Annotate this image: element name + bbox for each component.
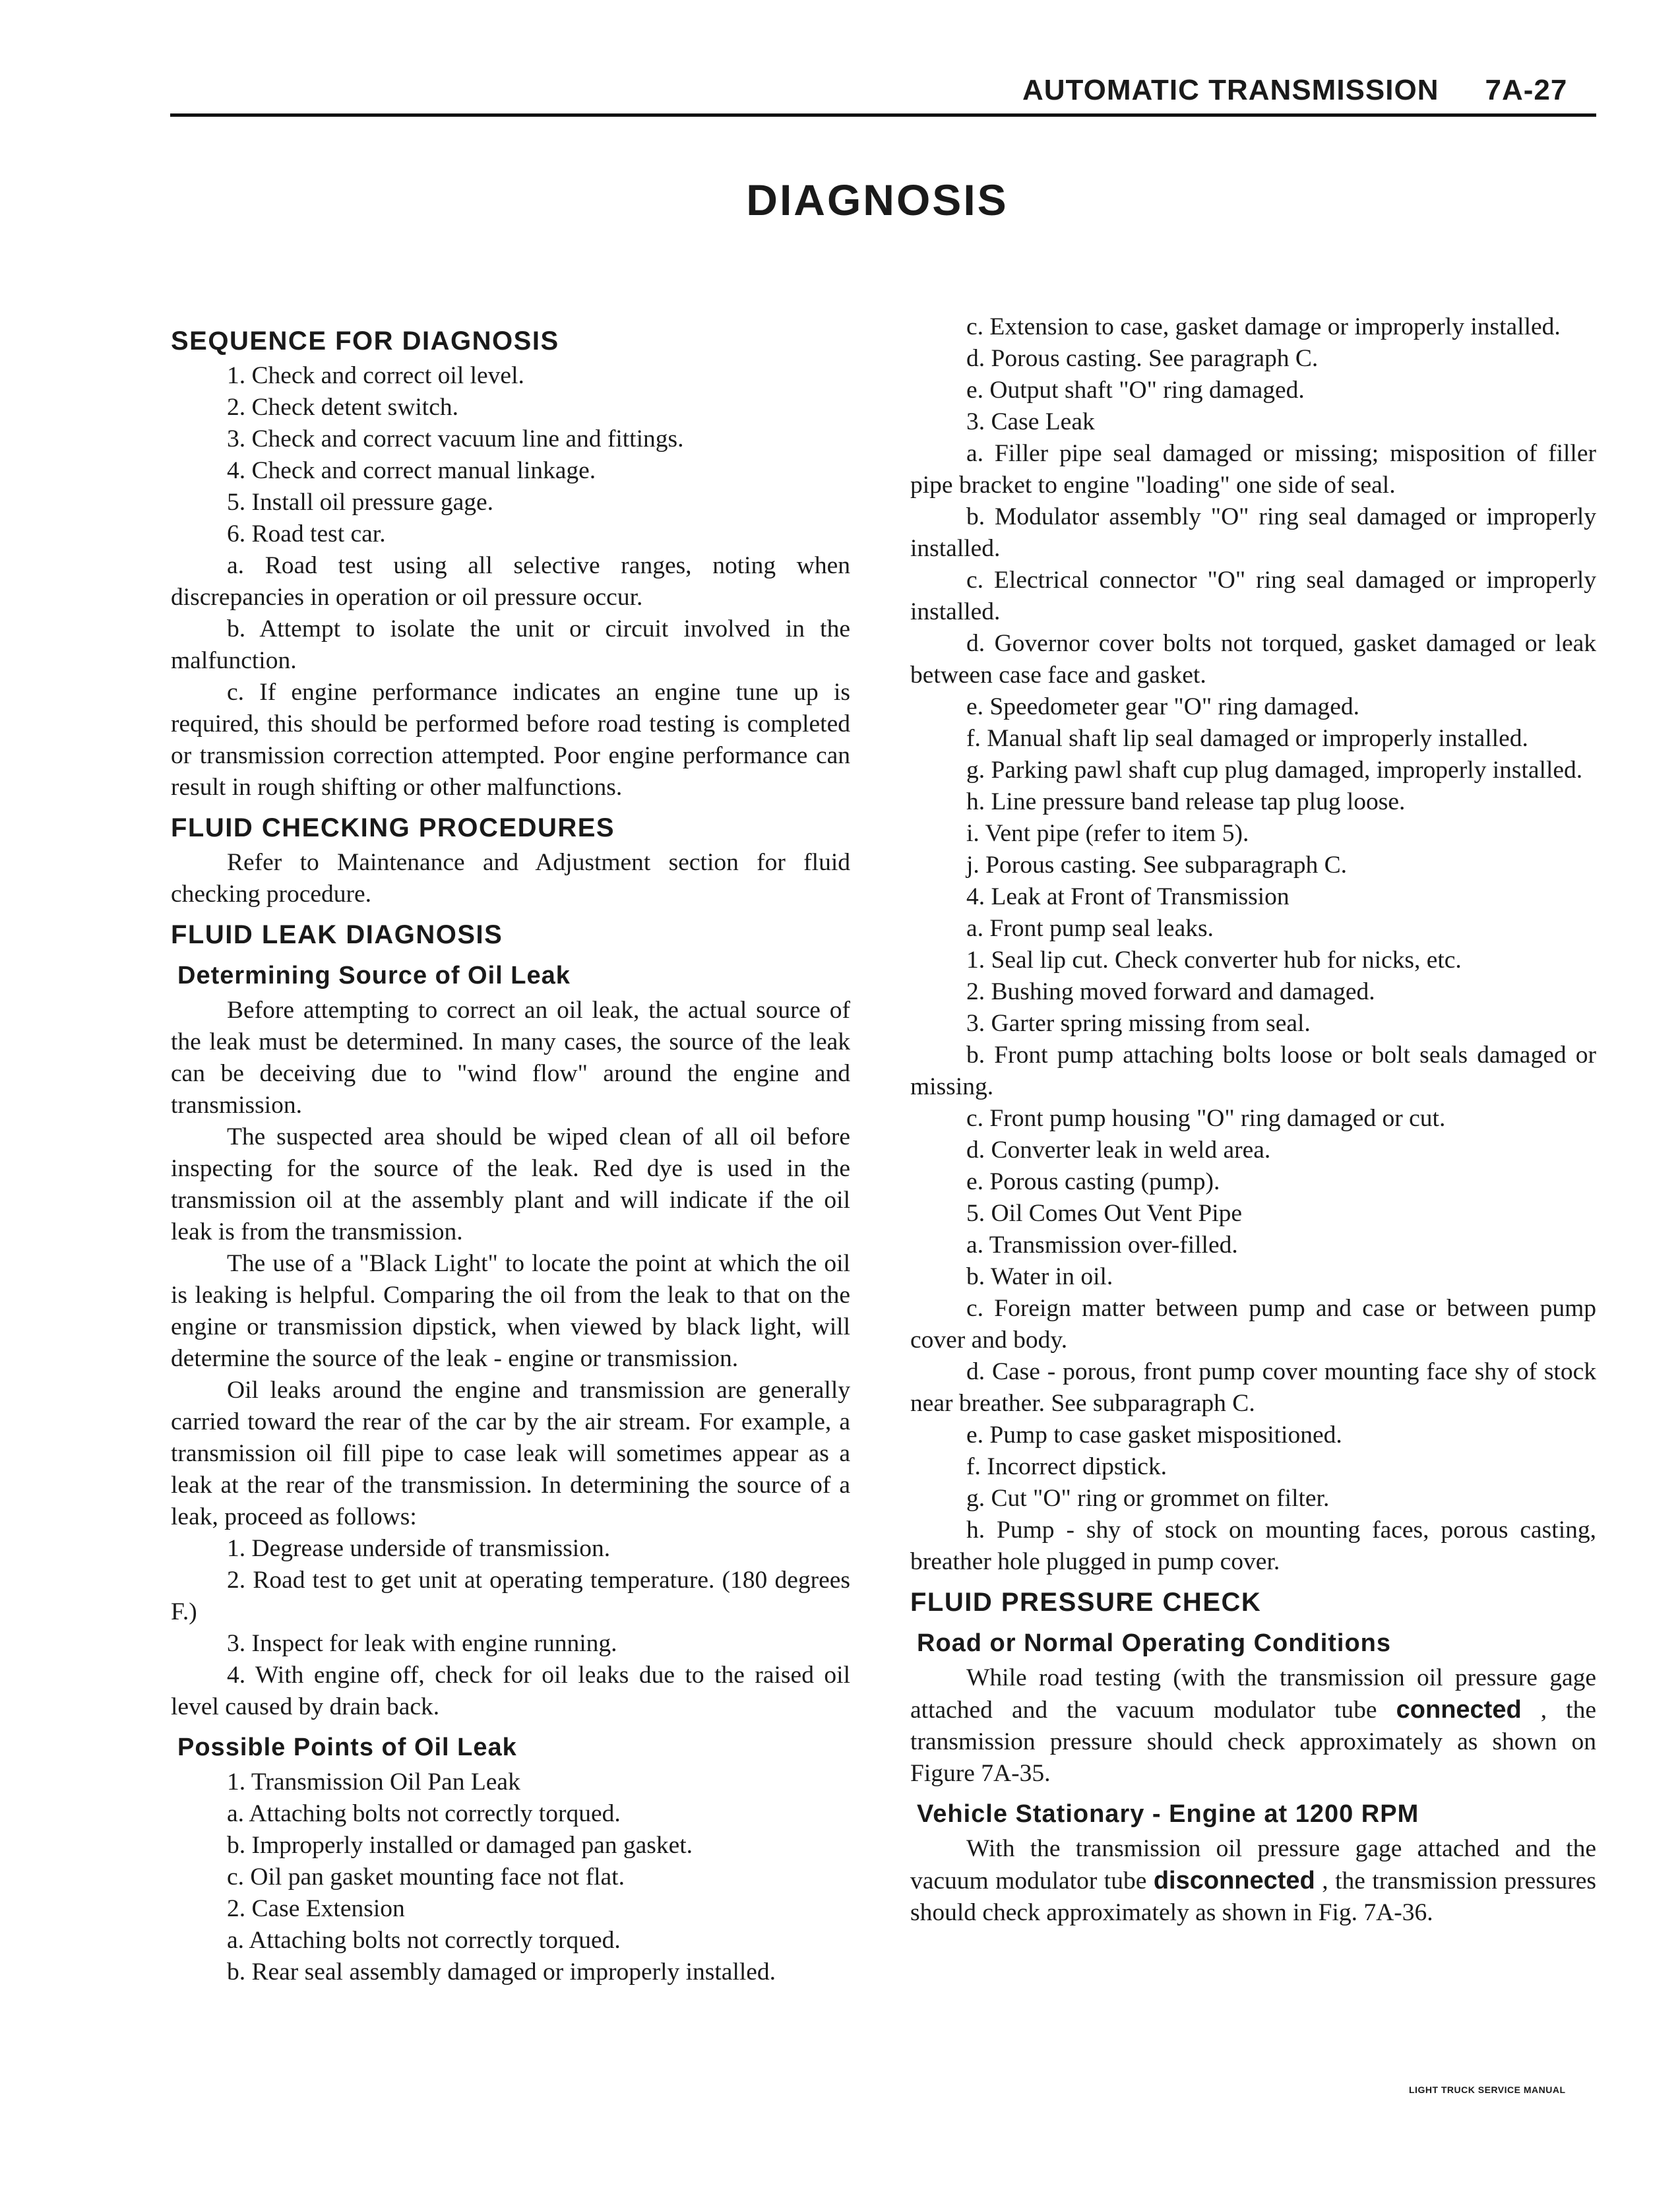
list-item: i. Vent pipe (refer to item 5). bbox=[966, 820, 1249, 847]
emphasis-text: connected bbox=[1396, 1696, 1522, 1724]
list-item: d. Converter leak in weld area. bbox=[966, 1137, 1271, 1164]
subsection-heading: Vehicle Stationary - Engine at 1200 RPM bbox=[917, 1800, 1419, 1828]
paragraph: 1. Degrease underside of transmission. bbox=[227, 1535, 611, 1562]
list-item: 2. Bushing moved forward and damaged. bbox=[966, 978, 1375, 1005]
paragraph: b. Attempt to isolate the unit or circuit involved in the malfunction. bbox=[171, 615, 850, 674]
header-rule bbox=[170, 113, 1596, 117]
paragraph: 3. Inspect for leak with engine running. bbox=[227, 1630, 617, 1657]
list-item: 3. Case Leak bbox=[966, 408, 1095, 435]
paragraph: a. Road test using all selective ranges, noting when discrepancies in operation or oil pressure occur. bbox=[171, 552, 850, 611]
list-item: c. Oil pan gasket mounting face not flat. bbox=[227, 1863, 625, 1891]
list-item: e. Output shaft "O" ring damaged. bbox=[966, 377, 1305, 404]
paragraph: d. Case - porous, front pump cover mounting face shy of stock near breather. See subparagraph C. bbox=[910, 1358, 1596, 1417]
section-heading: SEQUENCE FOR DIAGNOSIS bbox=[171, 327, 559, 356]
list-item: 1. Seal lip cut. Check converter hub for nicks, etc. bbox=[966, 947, 1462, 974]
subsection-heading: Road or Normal Operating Conditions bbox=[917, 1629, 1392, 1657]
paragraph: c. If engine performance indicates an engine tune up is required, this should be performed before road testing is completed or transmission correction attempted. Poor engine performance can result in rough shifting or other malfunctions. bbox=[171, 679, 850, 801]
text-run: While road testing (with the transmission oil pressure gage attached and the vacuum modulator tube bbox=[910, 1664, 1596, 1724]
left-column bbox=[171, 317, 850, 1988]
text-run: , the transmission pressure should check approximately as shown on Figure 7A-35. bbox=[910, 1697, 1596, 1787]
paragraph bbox=[910, 1662, 1596, 1790]
list-item: b. Rear seal assembly damaged or improperly installed. bbox=[227, 1958, 776, 1986]
paragraph: The use of a "Black Light" to locate the point at which the oil is leaking is helpful. Comparing the oil from the leak to that on the engine or transmission dipstick, when viewed by black light, will determine the source of the leak - engine or transmission. bbox=[171, 1250, 850, 1372]
list-item: a. Front pump seal leaks. bbox=[966, 915, 1214, 942]
list-item: 4. Check and correct manual linkage. bbox=[227, 457, 596, 484]
list-item: h. Line pressure band release tap plug loose. bbox=[966, 788, 1406, 815]
paragraph bbox=[910, 1833, 1596, 1929]
list-item: 3. Garter spring missing from seal. bbox=[966, 1010, 1311, 1037]
list-item: 5. Oil Comes Out Vent Pipe bbox=[966, 1200, 1243, 1227]
list-item: j. Porous casting. See subparagraph C. bbox=[966, 852, 1347, 879]
list-item: d. Porous casting. See paragraph C. bbox=[966, 345, 1319, 372]
list-item: e. Pump to case gasket mispositioned. bbox=[966, 1422, 1342, 1449]
list-item: 4. Leak at Front of Transmission bbox=[966, 883, 1290, 910]
list-item: a. Transmission over-filled. bbox=[966, 1232, 1238, 1259]
emphasis-text: disconnected bbox=[1153, 1867, 1315, 1895]
header-section: AUTOMATIC TRANSMISSION bbox=[1022, 74, 1439, 106]
section-heading: FLUID CHECKING PROCEDURES bbox=[171, 813, 615, 842]
paragraph: 4. With engine off, check for oil leaks due to the raised oil level caused by drain back. bbox=[171, 1662, 850, 1720]
subsection-heading: Determining Source of Oil Leak bbox=[177, 962, 571, 989]
list-item: 3. Check and correct vacuum line and fittings. bbox=[227, 425, 684, 453]
list-item: 5. Install oil pressure gage. bbox=[227, 489, 494, 516]
paragraph: d. Governor cover bolts not torqued, gasket damaged or leak between case face and gasket. bbox=[910, 630, 1596, 689]
list-item: a. Attaching bolts not correctly torqued. bbox=[227, 1800, 621, 1827]
paragraph: c. Foreign matter between pump and case or between pump cover and body. bbox=[910, 1295, 1596, 1354]
list-item: 2. Case Extension bbox=[227, 1895, 405, 1922]
list-item: b. Improperly installed or damaged pan gasket. bbox=[227, 1832, 693, 1859]
paragraph: h. Pump - shy of stock on mounting faces, porous casting, breather hole plugged in pump cover. bbox=[910, 1517, 1596, 1575]
page-number: 7A-27 bbox=[1485, 74, 1568, 106]
list-item: 2. Check detent switch. bbox=[227, 394, 458, 421]
list-item: e. Porous casting (pump). bbox=[966, 1168, 1220, 1195]
list-item: c. Front pump housing "O" ring damaged or cut. bbox=[966, 1105, 1446, 1132]
text-run: With the transmission oil pressure gage attached and the vacuum modulator tube bbox=[910, 1835, 1596, 1895]
subsection-heading: Possible Points of Oil Leak bbox=[177, 1734, 517, 1761]
footer: LIGHT TRUCK SERVICE MANUAL bbox=[1409, 2084, 1566, 2095]
paragraph: Oil leaks around the engine and transmission are generally carried toward the rear of the car by the air stream. For example, a transmission oil fill pipe to case leak will sometimes appear as a leak at the rear of the transmission. In determining the source of a leak, proceed as follows: bbox=[171, 1377, 850, 1530]
paragraph: a. Filler pipe seal damaged or missing; misposition of filler pipe bracket to engine "loading" one side of seal. bbox=[910, 440, 1596, 499]
paragraph: b. Front pump attaching bolts loose or bolt seals damaged or missing. bbox=[910, 1042, 1596, 1100]
list-item: b. Water in oil. bbox=[966, 1263, 1113, 1290]
paragraph: 2. Road test to get unit at operating temperature. (180 degrees F.) bbox=[171, 1567, 850, 1625]
paragraph: c. Electrical connector "O" ring seal damaged or improperly installed. bbox=[910, 567, 1596, 625]
list-item: 1. Transmission Oil Pan Leak bbox=[227, 1769, 520, 1796]
paragraph: g. Parking pawl shaft cup plug damaged, improperly installed. bbox=[966, 757, 1583, 784]
list-item: 1. Check and correct oil level. bbox=[227, 362, 524, 389]
paragraph: Before attempting to correct an oil leak, the actual source of the leak must be determined. In many cases, the source of the leak can be deceiving due to "wind flow" around the engine and transmission. bbox=[171, 997, 850, 1119]
page-title: DIAGNOSIS bbox=[746, 175, 1009, 224]
paragraph: f. Manual shaft lip seal damaged or improperly installed. bbox=[966, 725, 1528, 752]
section-heading: FLUID LEAK DIAGNOSIS bbox=[171, 920, 503, 949]
running-header bbox=[1022, 74, 1567, 107]
list-item: 6. Road test car. bbox=[227, 520, 386, 548]
paragraph: Refer to Maintenance and Adjustment section for fluid checking procedure. bbox=[171, 849, 850, 908]
right-column bbox=[910, 311, 1596, 1929]
text-run: , the transmission pressures should check approximately as shown in Fig. 7A-36. bbox=[910, 1867, 1596, 1926]
section-heading: FLUID PRESSURE CHECK bbox=[910, 1588, 1262, 1617]
paragraph: c. Extension to case, gasket damage or improperly installed. bbox=[966, 313, 1561, 340]
paragraph: b. Modulator assembly "O" ring seal damaged or improperly installed. bbox=[910, 503, 1596, 562]
list-item: f. Incorrect dipstick. bbox=[966, 1453, 1167, 1480]
paragraph: The suspected area should be wiped clean of all oil before inspecting for the source of the leak. Red dye is used in the transmission oil at the assembly plant and will indicate if the oil leak is from the transmission. bbox=[171, 1123, 850, 1245]
list-item: a. Attaching bolts not correctly torqued. bbox=[227, 1927, 621, 1954]
list-item: e. Speedometer gear "O" ring damaged. bbox=[966, 693, 1360, 720]
list-item: g. Cut "O" ring or grommet on filter. bbox=[966, 1485, 1330, 1512]
